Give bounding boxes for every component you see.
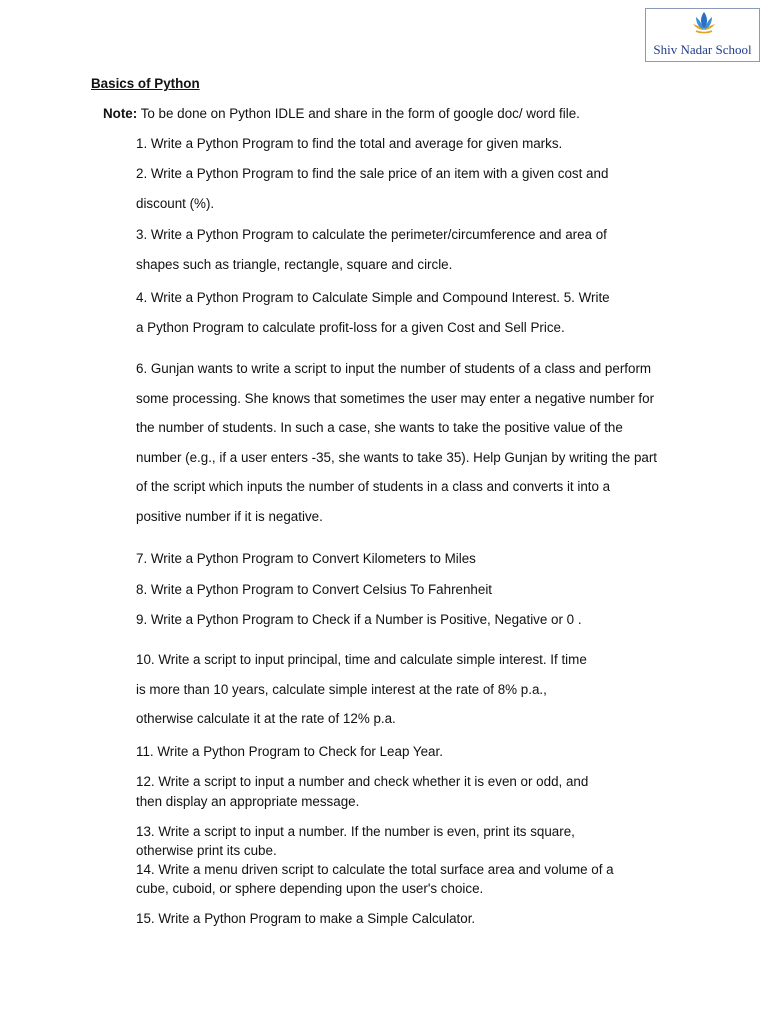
lotus-icon xyxy=(690,9,718,37)
question-line: 3. Write a Python Program to calculate the perimeter/circumference and area of xyxy=(136,227,607,242)
question-line: 7. Write a Python Program to Convert Kilometers to Miles xyxy=(136,551,476,566)
question-line: a Python Program to calculate profit-loss for a given Cost and Sell Price. xyxy=(136,320,565,335)
question-line: 13. Write a script to input a number. If the number is even, print its square, xyxy=(136,824,575,839)
question-line: 1. Write a Python Program to find the total and average for given marks. xyxy=(136,136,563,151)
question-line: 12. Write a script to input a number and check whether it is even or odd, and xyxy=(136,774,589,789)
question-line: 9. Write a Python Program to Check if a Number is Positive, Negative or 0 . xyxy=(136,612,582,627)
question-line: then display an appropriate message. xyxy=(136,794,360,809)
logo-text: Shiv Nadar School xyxy=(653,42,752,57)
question-line: 8. Write a Python Program to Convert Celsius To Fahrenheit xyxy=(136,582,493,597)
question-line: 15. Write a Python Program to make a Simple Calculator. xyxy=(136,911,476,926)
question-line: the number of students. In such a case, she wants to take the positive value of the xyxy=(136,420,623,435)
note xyxy=(103,106,580,122)
question-line: of the script which inputs the number of students in a class and converts it into a xyxy=(136,479,611,494)
question-line: otherwise calculate it at the rate of 12% p.a. xyxy=(136,711,396,726)
question-line: 4. Write a Python Program to Calculate Simple and Compound Interest. 5. Write xyxy=(136,290,610,305)
note-text: To be done on Python IDLE and share in the form of google doc/ word file. xyxy=(137,106,580,121)
question-line: 10. Write a script to input principal, time and calculate simple interest. If time xyxy=(136,652,587,667)
question-line: 2. Write a Python Program to find the sale price of an item with a given cost and xyxy=(136,166,609,181)
note-label: Note: xyxy=(103,106,138,121)
question-line: discount (%). xyxy=(136,196,215,211)
question-line: 14. Write a menu driven script to calculate the total surface area and volume of a xyxy=(136,862,614,877)
question-line: some processing. She knows that sometimes the user may enter a negative number for xyxy=(136,391,655,406)
question-line: is more than 10 years, calculate simple interest at the rate of 8% p.a., xyxy=(136,682,547,697)
question-line: 6. Gunjan wants to write a script to input the number of students of a class and perform xyxy=(136,361,652,376)
question-line: shapes such as triangle, rectangle, square and circle. xyxy=(136,257,453,272)
question-line: 11. Write a Python Program to Check for Leap Year. xyxy=(136,744,443,759)
school-logo xyxy=(645,8,760,62)
question-line: cube, cuboid, or sphere depending upon the user's choice. xyxy=(136,881,484,896)
question-line: otherwise print its cube. xyxy=(136,843,277,858)
question-line: number (e.g., if a user enters -35, she wants to take 35). Help Gunjan by writing the part xyxy=(136,450,658,465)
page-title: Basics of Python xyxy=(91,76,200,91)
question-line: positive number if it is negative. xyxy=(136,509,323,524)
